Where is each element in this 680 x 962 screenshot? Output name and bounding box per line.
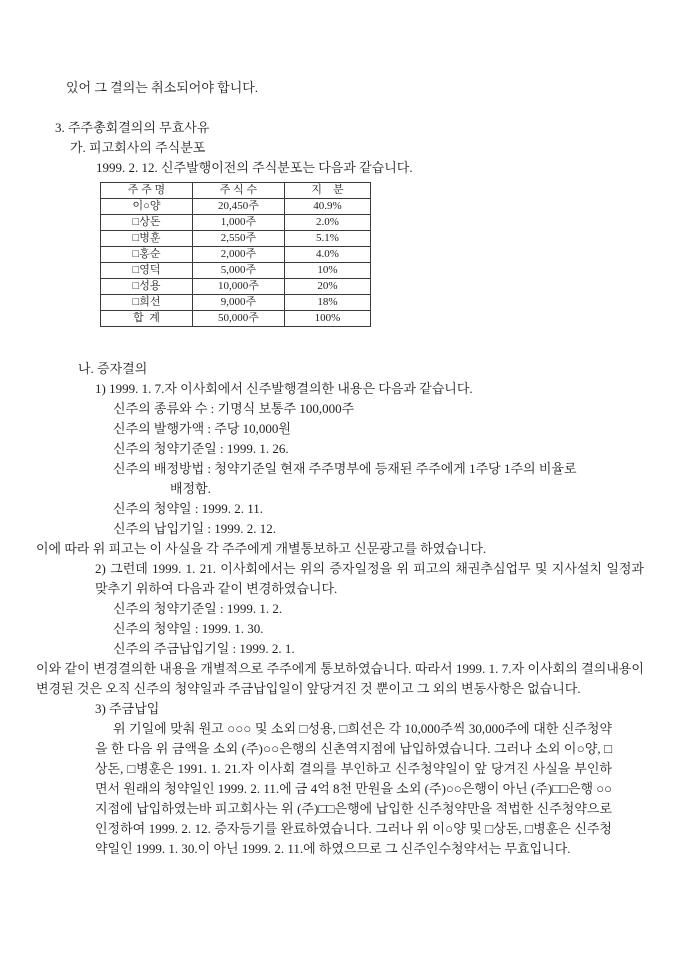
detail-line: 신주의 납입기일 : 1999. 2. 12. xyxy=(113,521,277,536)
detail-line: 신주의 청약일 : 1999. 1. 30. xyxy=(113,621,264,636)
table-cell: 2.0% xyxy=(285,215,371,231)
table-cell: 이○양 xyxy=(101,199,193,215)
item-3-heading: 3) 주금납입 xyxy=(95,701,160,716)
col-header-stake-percent: 지 분 xyxy=(285,183,371,199)
table-row xyxy=(101,231,371,247)
share-table-intro-line: 1999. 2. 12. 신주발행이전의 주식분포는 다음과 같습니다. xyxy=(96,160,413,175)
table-cell: □병훈 xyxy=(101,231,193,247)
table-cell: 40.9% xyxy=(285,199,371,215)
table-cell: 2,000주 xyxy=(193,247,285,263)
table-row xyxy=(101,263,371,279)
detail-line: 신주의 청약기준일 : 1999. 1. 2. xyxy=(113,601,283,616)
table-cell: 4.0% xyxy=(285,247,371,263)
section-3-heading: 3. 주주총회결의의 무효사유 xyxy=(55,120,210,135)
item-1-followup-paragraph: 이에 따라 위 피고는 이 사실을 각 주주에게 개별통보하고 신문광고를 하였습니다. xyxy=(36,541,487,556)
subsection-na-heading: 나. 증자결의 xyxy=(78,361,148,376)
item-2-detail-lines xyxy=(113,599,644,659)
col-header-share-count: 주 식 수 xyxy=(193,183,285,199)
table-row xyxy=(101,279,371,295)
item-2-heading: 2) 그런데 1999. 1. 21. 이사회에서는 위의 증자일정을 위 피고의 채권추심업무 및 지사설치 일정과 맞추기 위하여 다음과 같이 변경하였습니다. xyxy=(95,561,644,596)
detail-line: 배정함. xyxy=(170,481,211,496)
detail-line: 신주의 종류와 수 : 기명식 보통주 100,000주 xyxy=(113,401,355,416)
table-cell: 100% xyxy=(285,311,371,327)
table-cell: □홍순 xyxy=(101,247,193,263)
detail-line: 신주의 발행가액 : 주당 10,000원 xyxy=(113,421,291,436)
table-header-row xyxy=(101,183,371,199)
table-cell: 2,550주 xyxy=(193,231,285,247)
table-row xyxy=(101,199,371,215)
table-cell: 50,000주 xyxy=(193,311,285,327)
table-row xyxy=(101,295,371,311)
table-cell: □상돈 xyxy=(101,215,193,231)
table-cell: 10,000주 xyxy=(193,279,285,295)
subsection-ga-heading: 가. 피고회사의 주식분포 xyxy=(70,140,206,155)
table-row xyxy=(101,311,371,327)
detail-line: 신주의 배정방법 : 청약기준일 현재 주주명부에 등재된 주주에게 1주당 1주의 비율로 xyxy=(113,461,577,476)
detail-line: 신주의 청약일 : 1999. 2. 11. xyxy=(113,501,263,516)
table-cell: 1,000주 xyxy=(193,215,285,231)
table-cell: 18% xyxy=(285,295,371,311)
table-row xyxy=(101,215,371,231)
table-cell: □영덕 xyxy=(101,263,193,279)
table-cell: 10% xyxy=(285,263,371,279)
item-1-detail-lines xyxy=(113,399,644,539)
detail-line: 신주의 주금납입기일 : 1999. 2. 1. xyxy=(113,641,295,656)
table-cell: 5,000주 xyxy=(193,263,285,279)
table-cell: 합 계 xyxy=(101,311,193,327)
detail-line: 신주의 청약기준일 : 1999. 1. 26. xyxy=(113,441,289,456)
item-3-body-paragraph: 위 기일에 맞춰 원고 ○○○ 및 소외 □성용, □희선은 각 10,000주씩 30,000주에 대한 신주청약을 한 다음 위 금액을 소외 (주)○○은행의 신촌역지점에 납입하였습니다. 그러나 소외 이○양, □상돈, □병훈은 1991. 1. 21.자 이사회 결의를 부인하고 신주청약일이 앞 당겨진 사실을 부인하면서 원래의 청약일인 1999. 2. 11.에 금 4억 8천 만원을 소외 (주)○○은행이 아닌 (주)□□은행 ○○지점에 납입하였는바 피고회사는 위 (주)□□은행에 납입한 신주청약만을 적법한 신주청약으로 인정하여 1999. 2. 12. 증자등기를 완료하였습니다. 그러나 위 이○양 및 □상돈, □병훈은 신주청약일인 1999. 1. 30.이 아닌 1999. 2. 11.에 하였으므로 그 신주인수청약서는 무효입니다. xyxy=(95,721,612,856)
item-1-heading: 1) 1999. 1. 7.자 이사회에서 신주발행결의한 내용은 다음과 같습니다. xyxy=(95,381,473,396)
share-table-body xyxy=(101,199,371,327)
table-row xyxy=(101,247,371,263)
table-cell: □희선 xyxy=(101,295,193,311)
table-cell: □성용 xyxy=(101,279,193,295)
share-table-head xyxy=(101,183,371,199)
share-distribution-table xyxy=(100,182,371,327)
opening-paragraph: 있어 그 결의는 취소되어야 합니다. xyxy=(66,80,259,95)
item-2-followup-paragraph: 이와 같이 변경결의한 내용을 개별적으로 주주에게 통보하였습니다. 따라서 1999. 1. 7.자 이사회의 결의내용이 변경된 것은 오직 신주의 청약일과 주금납입일이 앞당겨진 것 뿐이고 그 외의 변동사항은 없습니다. xyxy=(36,661,644,696)
table-cell: 9,000주 xyxy=(193,295,285,311)
table-cell: 20,450주 xyxy=(193,199,285,215)
table-cell: 20% xyxy=(285,279,371,295)
col-header-shareholder-name: 주 주 명 xyxy=(101,183,193,199)
table-cell: 5.1% xyxy=(285,231,371,247)
